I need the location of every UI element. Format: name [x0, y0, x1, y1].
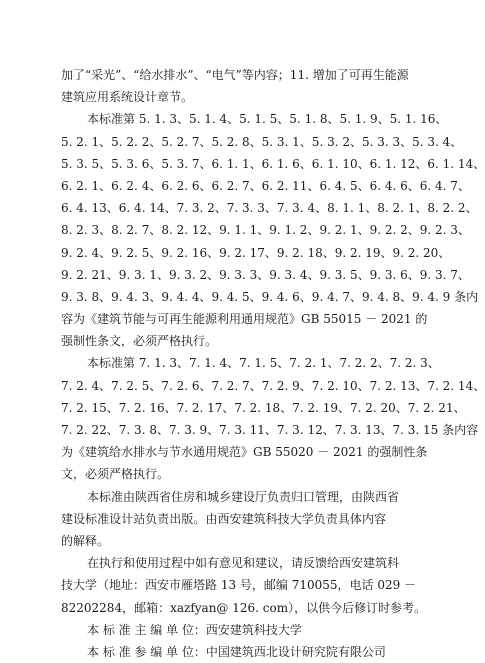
text-line: 本 标 准 参 编 单 位：中国建筑西北设计研究院有限公司 [87, 644, 386, 659]
text-line: 6. 4. 13、6. 4. 14、7. 3. 2、7. 3. 3、7. 3. 4、8. 1. 1、8. 2. 1、8. 2. 2、 [61, 201, 478, 216]
text-line: 9. 2. 4、9. 2. 5、9. 2. 16、9. 2. 17、9. 2. 18、9. 2. 19、9. 2. 20、 [61, 245, 451, 260]
text-line: 本标准由陕西省住房和城乡建设厅负责归口管理，由陕西省 [87, 489, 400, 504]
text-line: 5. 2. 1、5. 2. 2、5. 2. 7、5. 2. 8、5. 3. 1、5. 3. 2、5. 3. 3、5. 3. 4、 [61, 134, 463, 149]
text-line: 8. 2. 3、8. 2. 7、8. 2. 12、9. 1. 1、9. 1. 2、9. 2. 1、9. 2. 2、9. 2. 3、 [61, 223, 470, 238]
text-line: 为《建筑给水排水与节水通用规范》GB 55020 － 2021 的强制性条 [61, 445, 428, 460]
text-line: 9. 3. 8、9. 4. 3、9. 4. 4、9. 4. 5、9. 4. 6、9. 4. 7、9. 4. 8、9. 4. 9 条内 [61, 289, 479, 304]
text-line: 本标准第 7. 1. 3、7. 1. 4、7. 1. 5、7. 2. 1、7. 2. 2、7. 2. 3、 [87, 356, 440, 371]
text-line: 本标准第 5. 1. 3、5. 1. 4、5. 1. 5、5. 1. 8、5. 1. 9、5. 1. 16、 [87, 112, 448, 127]
text-line: 6. 2. 1、6. 2. 4、6. 2. 6、6. 2. 7、6. 2. 11、6. 4. 5、6. 4. 6、6. 4. 7、 [61, 178, 470, 193]
text-line: 建设标准设计站负责出版。由西安建筑科技大学负责具体内容 [61, 511, 386, 526]
text-line: 技大学（地址：西安市雁塔路 13 号，邮编 710055，电话 029 － [61, 578, 417, 593]
text-line: 7. 2. 4、7. 2. 5、7. 2. 6、7. 2. 7、7. 2. 9、7. 2. 10、7. 2. 13、7. 2. 14、 [61, 378, 485, 393]
text-line: 在执行和使用过程中如有意见和建议，请反馈给西安建筑科 [87, 556, 400, 571]
text-line: 82202284，邮箱：xazfyan@ 126. com），以供今后修订时参考。 [61, 600, 427, 615]
text-line: 本 标 准 主 编 单 位：西安建筑科技大学 [87, 622, 302, 637]
text-line: 9. 2. 21、9. 3. 1、9. 3. 2、9. 3. 3、9. 3. 4、9. 3. 5、9. 3. 6、9. 3. 7、 [61, 267, 470, 282]
text-line: 7. 2. 22、7. 3. 8、7. 3. 9、7. 3. 11、7. 3. 12、7. 3. 13、7. 3. 15 条内容 [61, 423, 479, 437]
text-line: 强制性条文，必须严格执行。 [61, 334, 218, 349]
text-line: 的解释。 [61, 533, 110, 548]
text-line: 容为《建筑节能与可再生能源利用通用规范》GB 55015 － 2021 的 [61, 312, 428, 327]
text-line: 建筑应用系统设计章节。 [61, 90, 194, 105]
text-line: 7. 2. 15、7. 2. 16、7. 2. 17、7. 2. 18、7. 2. 19、7. 2. 20、7. 2. 21、 [61, 400, 466, 415]
text-line: 文，必须严格执行。 [61, 467, 170, 482]
text-line: 5. 3. 5、5. 3. 6、5. 3. 7、6. 1. 1、6. 1. 6、6. 1. 10、6. 1. 12、6. 1. 14、 [61, 156, 485, 171]
text-line: 加了“采光”、“给水排水”、“电气”等内容；11. 增加了可再生能源 [61, 68, 409, 82]
